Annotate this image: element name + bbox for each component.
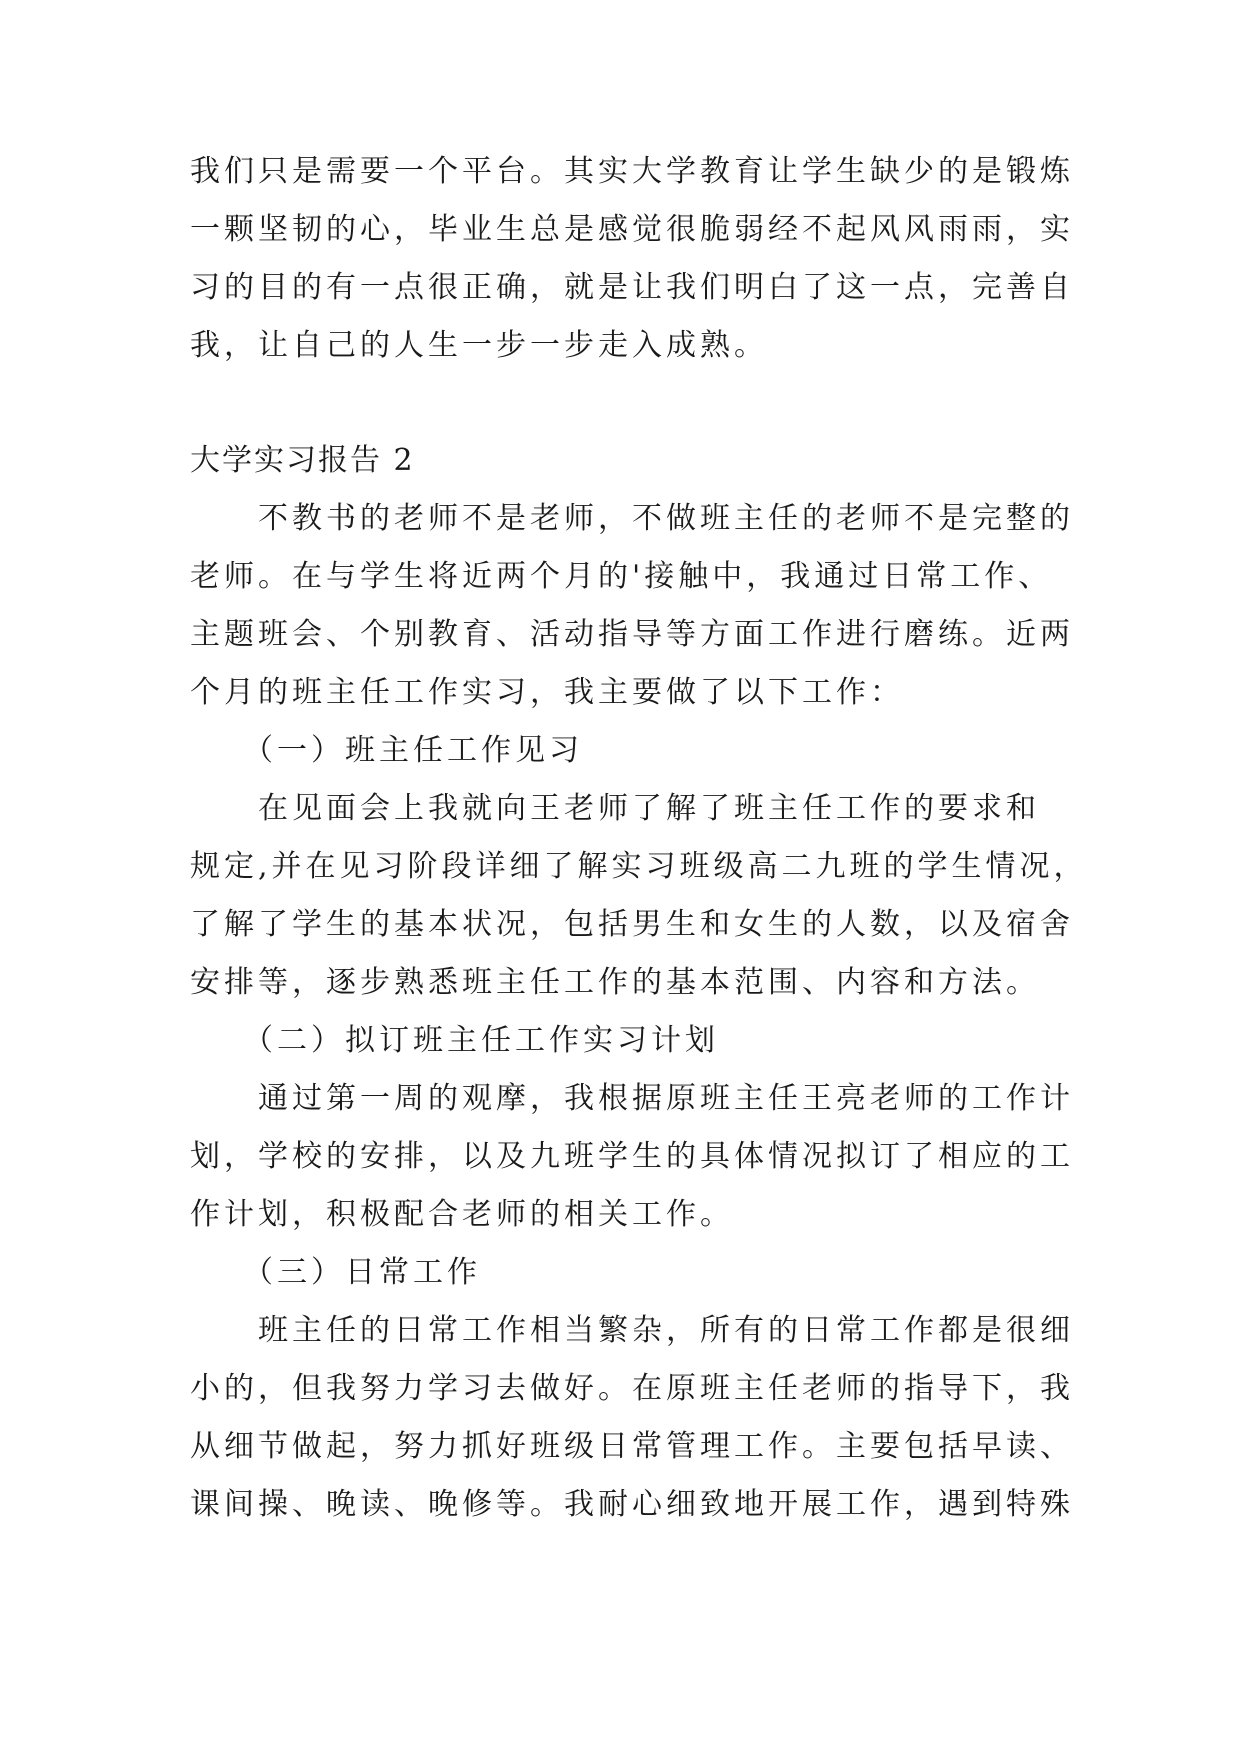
text-line: 在见面会上我就向王老师了解了班主任工作的要求和 — [190, 791, 1040, 826]
text-line: 不教书的老师不是老师，不做班主任的老师不是完整的 — [190, 501, 1074, 536]
subheading: （二）拟订班主任工作实习计划 — [190, 1023, 719, 1058]
text-line: 作计划，积极配合老师的相关工作。 — [190, 1197, 734, 1232]
text-line: 通过第一周的观摩，我根据原班主任王亮老师的工作计 — [190, 1081, 1074, 1116]
text-line: 从细节做起，努力抓好班级日常管理工作。主要包括早读、 — [190, 1429, 1074, 1464]
text-line: 老师。在与学生将近两个月的'接触中，我通过日常工作、 — [190, 559, 1053, 594]
text-line: 课间操、晚读、晚修等。我耐心细致地开展工作，遇到特殊 — [190, 1487, 1074, 1522]
text-line: 小的，但我努力学习去做好。在原班主任老师的指导下，我 — [190, 1371, 1074, 1406]
text-line: 我，让自己的人生一步一步走入成熟。 — [190, 328, 768, 363]
text-line: 班主任的日常工作相当繁杂，所有的日常工作都是很细 — [190, 1313, 1074, 1348]
text-line: 划，学校的安排，以及九班学生的具体情况拟订了相应的工 — [190, 1139, 1074, 1174]
text-line: 了解了学生的基本状况，包括男生和女生的人数，以及宿舍 — [190, 907, 1074, 942]
text-line: 习的目的有一点很正确，就是让我们明白了这一点，完善自 — [190, 270, 1074, 305]
subheading: （三）日常工作 — [190, 1255, 481, 1290]
text-line: 我们只是需要一个平台。其实大学教育让学生缺少的是锻炼 — [190, 154, 1074, 189]
text-line: 一颗坚韧的心，毕业生总是感觉很脆弱经不起风风雨雨，实 — [190, 212, 1074, 247]
subheading: （一）班主任工作见习 — [190, 733, 583, 768]
text-line: 规定,并在见习阶段详细了解实习班级高二九班的学生情况， — [190, 849, 1088, 884]
text-line: 安排等，逐步熟悉班主任工作的基本范围、内容和方法。 — [190, 965, 1040, 1000]
text-line: 个月的班主任工作实习，我主要做了以下工作： — [190, 675, 904, 710]
text-line: 主题班会、个别教育、活动指导等方面工作进行磨练。近两 — [190, 617, 1074, 652]
section-title: 大学实习报告 2 — [190, 443, 415, 478]
